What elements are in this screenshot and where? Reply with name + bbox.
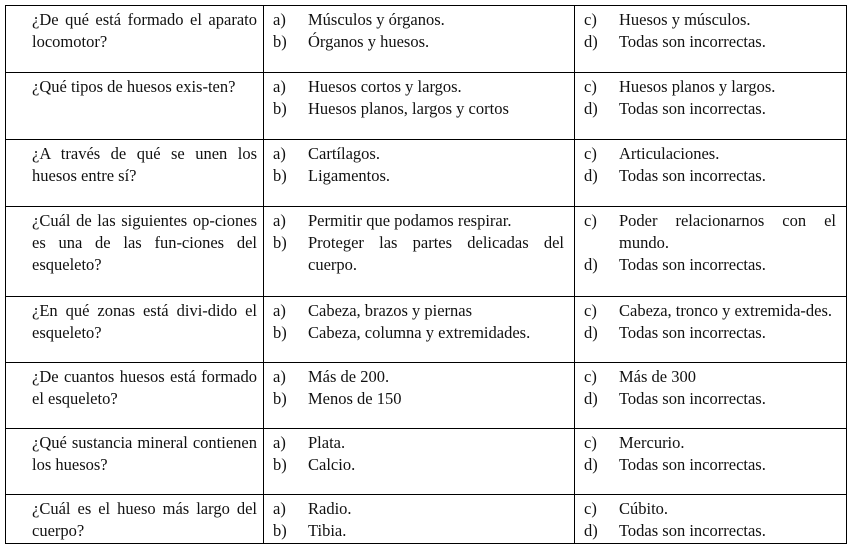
- option-letter: c): [584, 433, 597, 452]
- option-text: Cúbito.: [619, 499, 669, 518]
- option-text: Radio.: [308, 499, 352, 518]
- question-text: ¿Qué sustancia mineral contienen los huesos?: [32, 433, 257, 474]
- option-text: Permitir que podamos respirar.: [308, 211, 512, 230]
- question-cell: [6, 495, 264, 544]
- option-text: Todas son incorrectas.: [619, 99, 766, 118]
- option-letter: b): [273, 521, 287, 540]
- option-text: Todas son incorrectas.: [619, 323, 766, 342]
- option-text: Plata.: [308, 433, 346, 452]
- option-c: [584, 76, 836, 98]
- option-text: Huesos y músculos.: [619, 10, 751, 29]
- option-b: [273, 388, 564, 410]
- option-a: [273, 432, 564, 454]
- option-letter: a): [273, 367, 286, 386]
- option-b: [273, 98, 564, 120]
- option-text: Más de 200.: [308, 367, 390, 386]
- option-letter: a): [273, 77, 286, 96]
- option-letter: a): [273, 301, 286, 320]
- option-d: [584, 322, 836, 344]
- question-row: [6, 495, 847, 544]
- question-text: ¿En qué zonas está divi-dido el esqueleto?: [32, 301, 257, 342]
- option-letter: d): [584, 99, 598, 118]
- options-cd-cell: [575, 429, 847, 495]
- option-c: [584, 432, 836, 454]
- option-letter: d): [584, 389, 598, 408]
- options-ab-cell: [264, 495, 575, 544]
- option-text: Todas son incorrectas.: [619, 389, 766, 408]
- option-a: [273, 9, 564, 31]
- question-text: ¿Cuál es el hueso más largo del cuerpo?: [32, 499, 257, 540]
- option-letter: d): [584, 166, 598, 185]
- question-cell: [6, 140, 264, 207]
- option-letter: a): [273, 499, 286, 518]
- option-text: Proteger las partes delicadas del cuerpo.: [308, 233, 564, 274]
- options-ab-cell: [264, 429, 575, 495]
- question-cell: [6, 429, 264, 495]
- option-d: [584, 520, 836, 542]
- option-letter: b): [273, 166, 287, 185]
- option-d: [584, 98, 836, 120]
- option-text: Cartílagos.: [308, 144, 380, 163]
- option-text: Más de 300: [619, 367, 696, 386]
- option-letter: a): [273, 10, 286, 29]
- option-letter: b): [273, 389, 287, 408]
- option-c: [584, 9, 836, 31]
- option-c: [584, 498, 836, 520]
- option-text: Huesos planos y largos.: [619, 77, 776, 96]
- option-text: Cabeza, columna y extremidades.: [308, 323, 531, 342]
- option-text: Huesos planos, largos y cortos: [308, 99, 509, 118]
- question-row: [6, 140, 847, 207]
- option-a: [273, 76, 564, 98]
- option-a: [273, 366, 564, 388]
- option-text: Todas son incorrectas.: [619, 32, 766, 51]
- option-text: Tibia.: [308, 521, 347, 540]
- question-text: ¿Qué tipos de huesos exis-ten?: [32, 77, 236, 96]
- option-letter: d): [584, 255, 598, 274]
- question-cell: [6, 6, 264, 73]
- option-text: Ligamentos.: [308, 166, 391, 185]
- option-letter: c): [584, 211, 597, 230]
- option-c: [584, 143, 836, 165]
- option-b: [273, 232, 564, 276]
- options-cd-cell: [575, 207, 847, 297]
- options-ab-cell: [264, 6, 575, 73]
- question-text: ¿De cuantos huesos está formado el esqueleto?: [32, 367, 257, 408]
- option-b: [273, 322, 564, 344]
- option-a: [273, 498, 564, 520]
- option-letter: b): [273, 323, 287, 342]
- question-row: [6, 297, 847, 363]
- options-cd-cell: [575, 297, 847, 363]
- option-text: Cabeza, tronco y extremida-des.: [619, 301, 833, 320]
- option-text: Todas son incorrectas.: [619, 455, 766, 474]
- question-row: [6, 207, 847, 297]
- options-cd-cell: [575, 6, 847, 73]
- option-text: Todas son incorrectas.: [619, 521, 766, 540]
- option-text: Cabeza, brazos y piernas: [308, 301, 473, 320]
- option-b: [273, 165, 564, 187]
- option-d: [584, 454, 836, 476]
- option-text: Todas son incorrectas.: [619, 255, 766, 274]
- quiz-table: [5, 5, 847, 544]
- question-text: ¿De qué está formado el aparato locomotor?: [32, 10, 257, 51]
- option-d: [584, 165, 836, 187]
- option-letter: d): [584, 323, 598, 342]
- option-d: [584, 388, 836, 410]
- option-c: [584, 300, 836, 322]
- question-cell: [6, 297, 264, 363]
- question-cell: [6, 363, 264, 429]
- question-cell: [6, 207, 264, 297]
- options-cd-cell: [575, 140, 847, 207]
- option-c: [584, 366, 836, 388]
- option-letter: c): [584, 10, 597, 29]
- option-text: Calcio.: [308, 455, 356, 474]
- options-ab-cell: [264, 207, 575, 297]
- option-b: [273, 520, 564, 542]
- option-text: Mercurio.: [619, 433, 685, 452]
- option-letter: c): [584, 301, 597, 320]
- options-ab-cell: [264, 363, 575, 429]
- option-letter: a): [273, 211, 286, 230]
- option-letter: d): [584, 455, 598, 474]
- option-text: Todas son incorrectas.: [619, 166, 766, 185]
- option-text: Músculos y órganos.: [308, 10, 445, 29]
- option-letter: d): [584, 32, 598, 51]
- question-row: [6, 363, 847, 429]
- option-text: Articulaciones.: [619, 144, 720, 163]
- option-letter: d): [584, 521, 598, 540]
- option-a: [273, 300, 564, 322]
- question-row: [6, 6, 847, 73]
- option-letter: b): [273, 32, 287, 51]
- option-text: Órganos y huesos.: [308, 32, 430, 51]
- option-d: [584, 254, 836, 276]
- option-letter: c): [584, 77, 597, 96]
- option-a: [273, 143, 564, 165]
- option-a: [273, 210, 564, 232]
- option-b: [273, 454, 564, 476]
- option-c: [584, 210, 836, 254]
- option-letter: c): [584, 499, 597, 518]
- options-ab-cell: [264, 297, 575, 363]
- option-letter: b): [273, 99, 287, 118]
- question-row: [6, 73, 847, 140]
- option-letter: a): [273, 433, 286, 452]
- option-text: Poder relacionarnos con el mundo.: [619, 211, 836, 252]
- option-text: Huesos cortos y largos.: [308, 77, 462, 96]
- question-cell: [6, 73, 264, 140]
- option-d: [584, 31, 836, 53]
- option-letter: b): [273, 233, 287, 252]
- option-letter: b): [273, 455, 287, 474]
- options-cd-cell: [575, 363, 847, 429]
- option-text: Menos de 150: [308, 389, 402, 408]
- option-b: [273, 31, 564, 53]
- question-text: ¿Cuál de las siguientes op-ciones es una de las fun-ciones del esqueleto?: [32, 211, 257, 274]
- options-cd-cell: [575, 495, 847, 544]
- option-letter: a): [273, 144, 286, 163]
- options-ab-cell: [264, 73, 575, 140]
- option-letter: c): [584, 367, 597, 386]
- question-row: [6, 429, 847, 495]
- options-ab-cell: [264, 140, 575, 207]
- options-cd-cell: [575, 73, 847, 140]
- question-text: ¿A través de qué se unen los huesos entre sí?: [32, 144, 257, 185]
- option-letter: c): [584, 144, 597, 163]
